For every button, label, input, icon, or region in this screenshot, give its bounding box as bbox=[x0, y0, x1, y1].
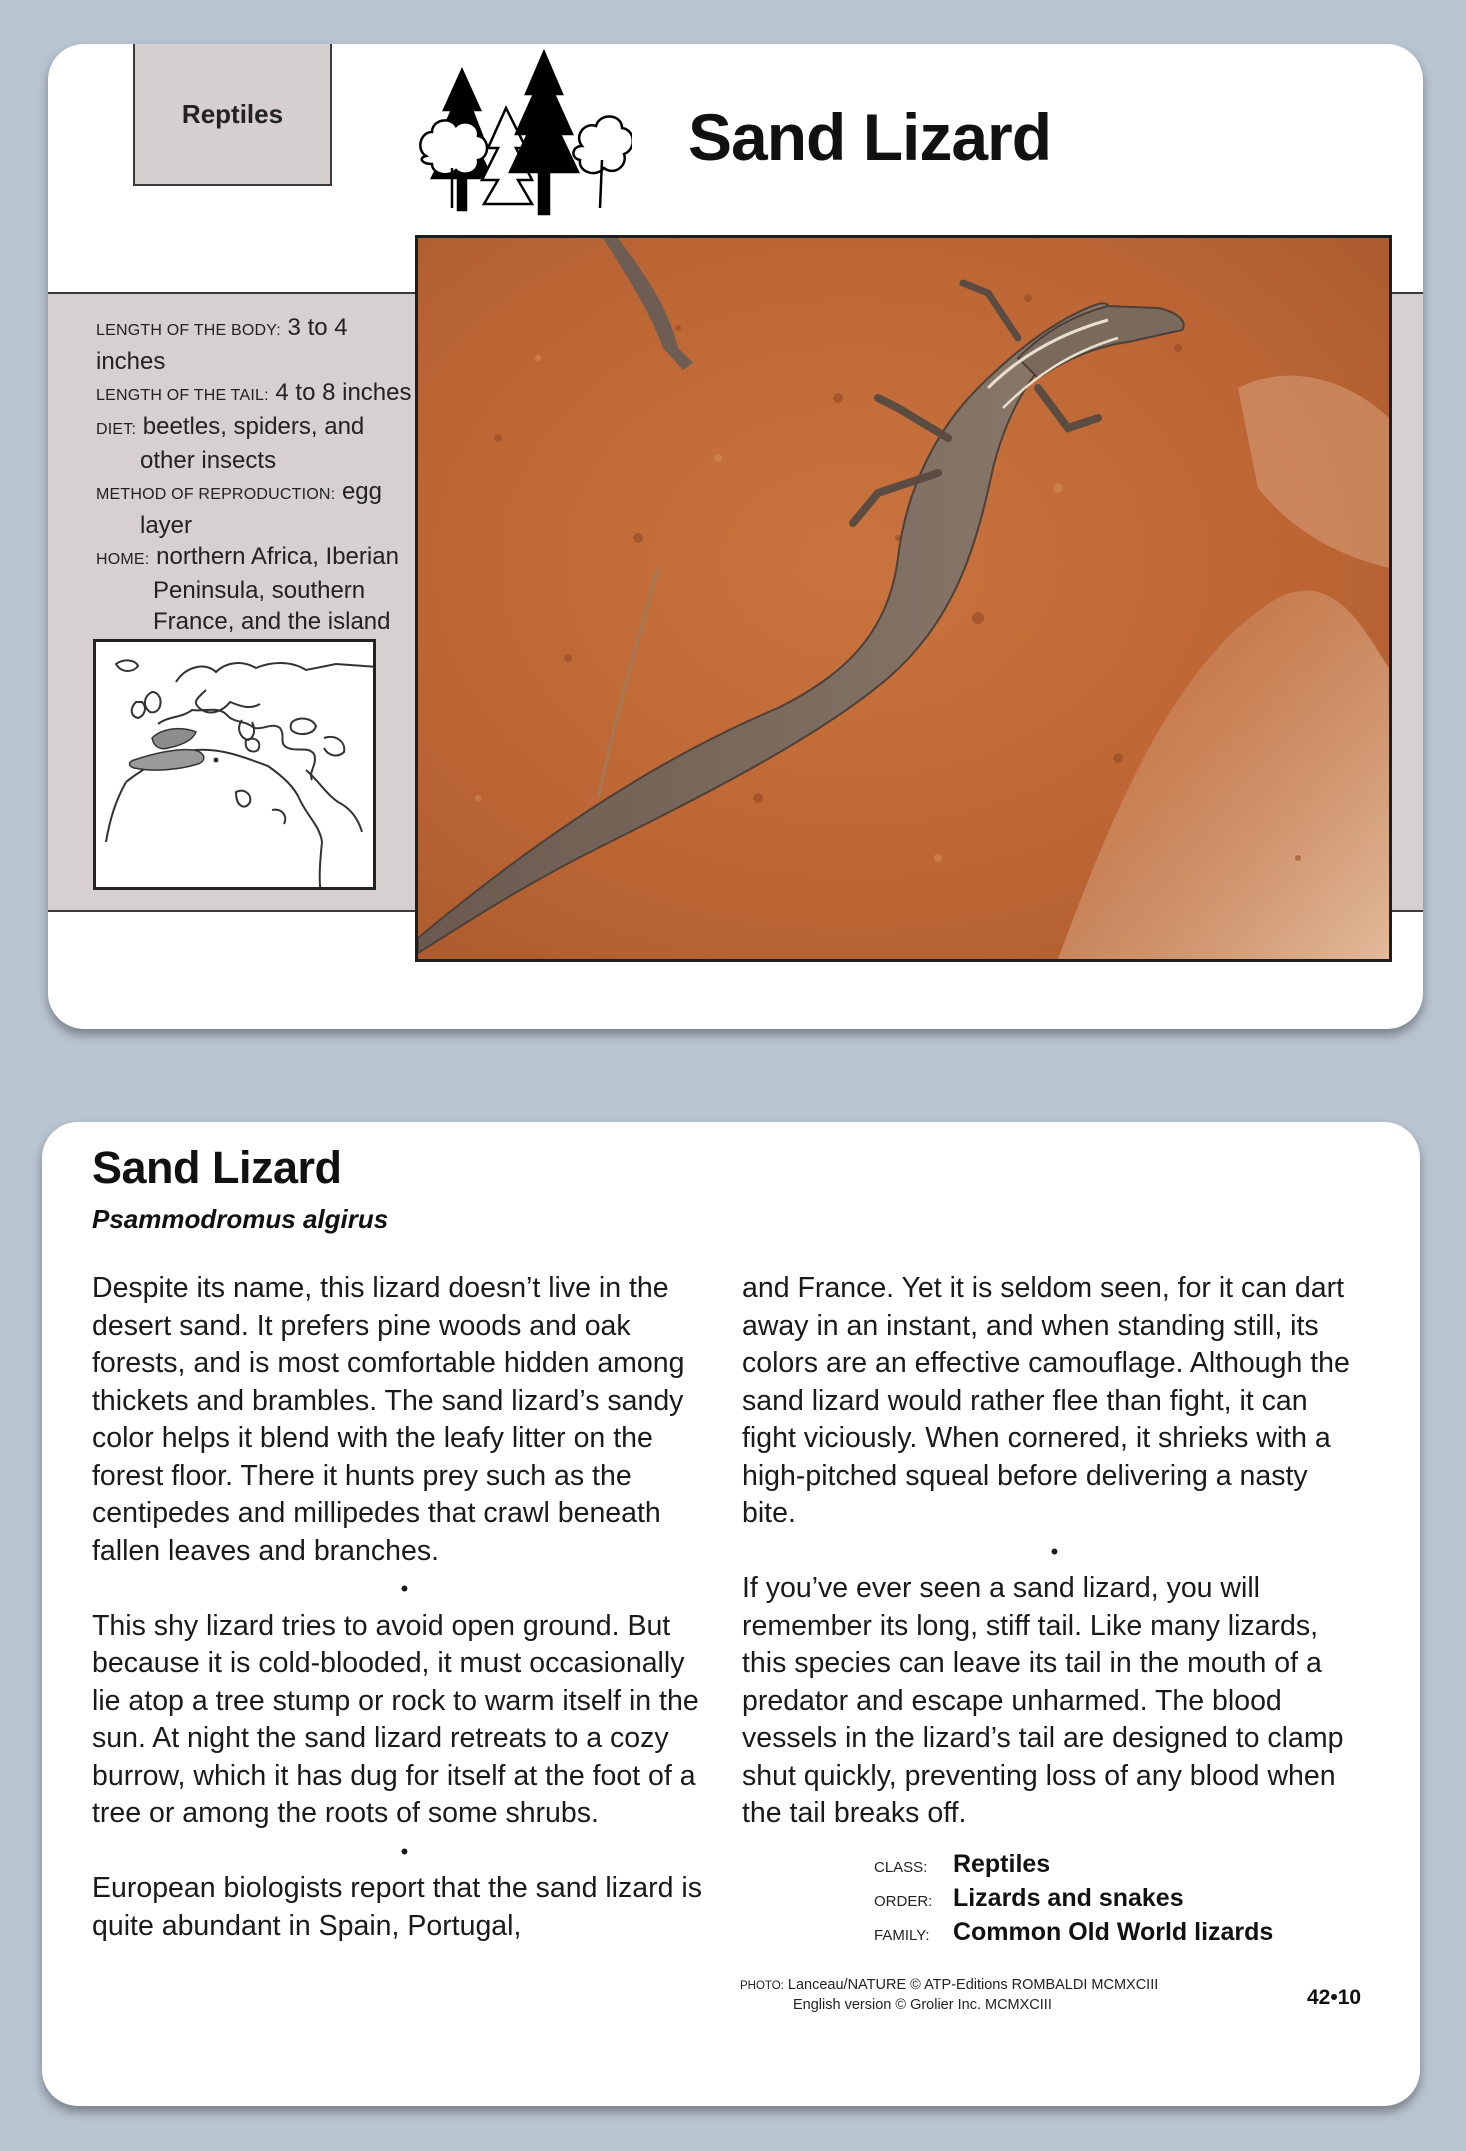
fact-value: beetles, spiders, and bbox=[142, 413, 365, 440]
card-title: Sand Lizard bbox=[688, 100, 1052, 174]
paragraph: This shy lizard tries to avoid open ground. But because it is cold-blooded, it must occasionally lie atop a tree stump or rock to warm itself in the sun. At night the sand lizard retreats to a cozy burrow, which it has dug for itself at the foot of a tree or among the roots of some shrubs. bbox=[92, 1609, 699, 1829]
credit-line-2: English version © Grolier Inc. MCMXCIII bbox=[793, 1997, 1052, 2013]
taxonomy-value: Common Old World lizards bbox=[952, 1918, 1274, 1946]
taxonomy-order bbox=[874, 1883, 1273, 1917]
fact-label: HOME: bbox=[96, 551, 150, 568]
paragraph: If you’ve ever seen a sand lizard, you will remember its long, stiff tail. Like many lizards, this species can leave its tail in the mouth of a predator and escape unharmed. The blood vessels in the lizard’s tail are designed to clamp shut quickly, preventing loss of any blood when the tail breaks off. bbox=[742, 1572, 1344, 1829]
fact-label: LENGTH OF THE TAIL: bbox=[96, 387, 269, 404]
paragraph-separator: • bbox=[1050, 1538, 1059, 1564]
photo-credit bbox=[740, 1976, 1158, 2015]
fact-value: Peninsula, southern bbox=[153, 577, 366, 604]
facts-panel bbox=[96, 312, 416, 668]
category-tab bbox=[133, 44, 332, 186]
text-column-right bbox=[742, 1270, 1367, 1833]
fact-tail-length bbox=[96, 377, 416, 411]
fact-value: France, and the island bbox=[153, 608, 391, 635]
range-map-drawing bbox=[96, 642, 373, 887]
fact-label: DIET: bbox=[96, 421, 137, 438]
fact-diet bbox=[96, 411, 416, 445]
taxonomy-value: Lizards and snakes bbox=[952, 1884, 1184, 1912]
paragraph: Despite its name, this lizard doesn’t live in the desert sand. It prefers pine woods and oak forests, and is most comfortable hidden among thickets and brambles. The sand lizard’s sandy color helps it blend with the leafy litter on the forest floor. There it hunts prey such as the centipedes and millipedes that crawl beneath fallen leaves and branches. bbox=[92, 1272, 685, 1567]
sand-lizard-image bbox=[418, 238, 1389, 959]
fact-value: layer bbox=[140, 512, 193, 539]
fact-label: METHOD OF REPRODUCTION: bbox=[96, 486, 336, 503]
fact-value: 4 to 8 inches bbox=[275, 379, 412, 406]
taxonomy-label: ORDER: bbox=[874, 1893, 933, 1910]
taxonomy-family bbox=[874, 1917, 1273, 1951]
card-number: 42•10 bbox=[1307, 1986, 1362, 2009]
taxonomy-label: FAMILY: bbox=[874, 1927, 930, 1944]
fact-home bbox=[96, 541, 416, 575]
paragraph: and France. Yet it is seldom seen, for it can dart away in an instant, and when standing still, its colors are an effective camouflage. Although the sand lizard would rather flee than fight, it can fight viciously. When cornered, it shrieks with a high-pitched squeal before delivering a nasty bite. bbox=[742, 1272, 1350, 1529]
fact-value: egg bbox=[341, 478, 382, 505]
taxonomy-value: Reptiles bbox=[952, 1850, 1051, 1878]
forest-habitat-icon bbox=[414, 48, 632, 218]
lizard-photo bbox=[415, 235, 1392, 962]
taxonomy-block bbox=[874, 1849, 1273, 1951]
credit-text: Lanceau/NATURE © ATP-Editions ROMBALDI MCMXCIII bbox=[787, 1977, 1159, 1993]
back-card bbox=[42, 1122, 1420, 2106]
back-title: Sand Lizard bbox=[92, 1142, 342, 1193]
taxonomy-label: CLASS: bbox=[874, 1859, 928, 1876]
text-column-left bbox=[92, 1270, 717, 1945]
paragraph: European biologists report that the sand lizard is quite abundant in Spain, Portugal, bbox=[92, 1872, 702, 1942]
credit-line-1 bbox=[740, 1976, 1158, 1996]
fact-value: 3 to 4 inches bbox=[96, 314, 348, 375]
fact-body-length bbox=[96, 312, 416, 377]
paragraph-separator: • bbox=[400, 1838, 409, 1864]
credit-label: PHOTO: bbox=[740, 1980, 784, 1992]
fact-value: northern Africa, Iberian bbox=[156, 543, 399, 570]
taxonomy-class bbox=[874, 1849, 1273, 1883]
fact-value: other insects bbox=[140, 447, 277, 474]
front-card bbox=[48, 44, 1423, 1029]
fact-label: LENGTH OF THE BODY: bbox=[96, 322, 281, 339]
category-label: Reptiles bbox=[181, 98, 284, 129]
scientific-name: Psammodromus algirus bbox=[92, 1204, 389, 1234]
range-map bbox=[93, 639, 376, 890]
fact-reproduction bbox=[96, 476, 416, 510]
paragraph-separator: • bbox=[400, 1576, 409, 1601]
